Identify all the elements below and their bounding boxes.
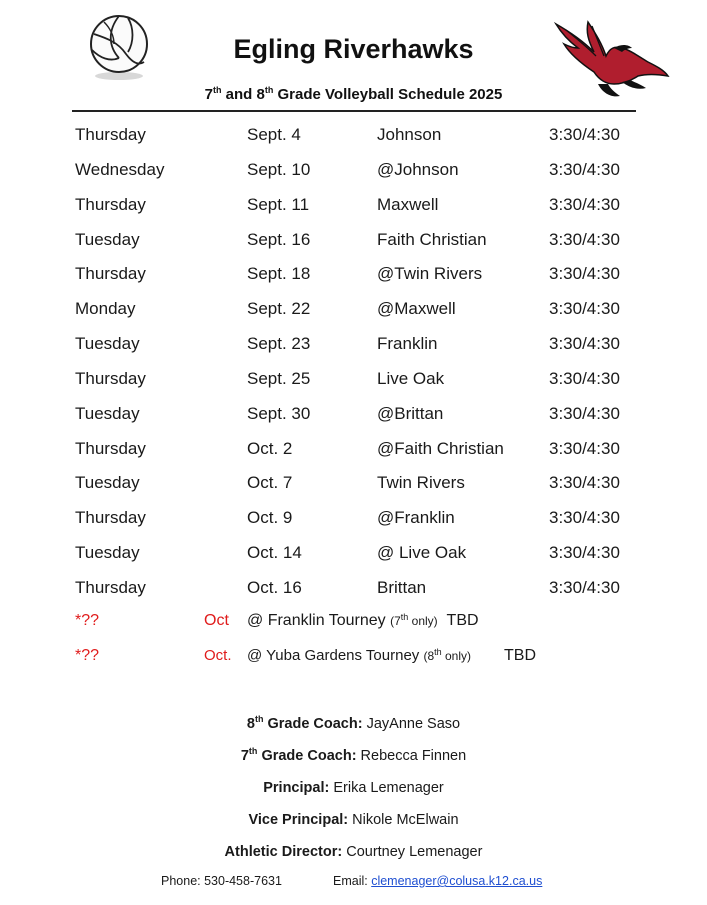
game-row (0, 325, 707, 360)
game-time: 3:30/4:30 (549, 403, 620, 423)
game-row (0, 255, 707, 290)
game-opponent: @Maxwell (377, 299, 456, 319)
game-date: Oct. 9 (247, 508, 293, 528)
game-row (0, 464, 707, 499)
game-row (0, 290, 707, 325)
game-time: 3:30/4:30 (549, 125, 620, 144)
game-time: 3:30/4:30 (549, 194, 620, 214)
schedule-subtitle: 7th and 8th Grade Volleyball Schedule 2025 (204, 85, 503, 103)
game-time: 3:30/4:30 (549, 159, 620, 179)
game-date: Sept. 25 (247, 368, 311, 388)
game-row (0, 360, 707, 395)
game-row (0, 395, 707, 430)
game-opponent: Johnson (377, 125, 442, 144)
game-row (0, 186, 707, 221)
game-date: Sept. 18 (247, 264, 311, 284)
game-opponent: Franklin (377, 334, 438, 354)
game-day: Thursday (75, 438, 146, 458)
game-opponent: @Twin Rivers (377, 264, 483, 284)
game-opponent: @ Live Oak (377, 543, 467, 563)
game-time: 3:30/4:30 (549, 229, 620, 249)
game-date: Sept. 16 (247, 229, 311, 249)
game-time: 3:30/4:30 (549, 508, 620, 528)
header-divider (72, 110, 636, 112)
game-opponent: Live Oak (377, 368, 445, 388)
game-time: 3:30/4:30 (549, 264, 620, 284)
game-day: Thursday (75, 368, 146, 388)
game-opponent: Faith Christian (377, 229, 487, 249)
game-opponent: @Franklin (377, 508, 455, 528)
game-row (0, 534, 707, 569)
coach-7th-grade: 7th Grade Coach: Rebecca Finnen (240, 746, 467, 764)
game-row (0, 151, 707, 186)
game-date: Sept. 22 (247, 299, 311, 319)
game-time: 3:30/4:30 (549, 368, 620, 388)
tournament-day: *?? (75, 612, 100, 629)
game-day: Thursday (75, 194, 146, 214)
tournament-name: @ Yuba Gardens Tourney (8th only) (247, 647, 471, 664)
tournament-day: *?? (75, 647, 100, 664)
game-date: Oct. 16 (247, 577, 302, 597)
game-date: Sept. 10 (247, 159, 311, 179)
game-row (0, 569, 707, 604)
game-time: 3:30/4:30 (549, 473, 620, 493)
game-opponent: @Johnson (377, 159, 459, 179)
athletic-director: Athletic Director: Courtney Lemenager (224, 844, 483, 860)
email-link[interactable]: clemenager@colusa.k12.ca.us (371, 874, 543, 888)
game-day: Monday (75, 299, 136, 319)
game-opponent: Maxwell (377, 194, 439, 214)
game-row (0, 221, 707, 256)
game-time: 3:30/4:30 (549, 543, 620, 563)
game-opponent: Twin Rivers (377, 473, 465, 493)
game-day: Thursday (75, 577, 146, 597)
tournament-time: TBD (446, 612, 479, 629)
game-date: Oct. 7 (247, 473, 293, 493)
tournament-name: @ Franklin Tourney (7th only) TBD (247, 612, 479, 629)
game-date: Sept. 30 (247, 403, 311, 423)
coach-8th-grade: 8th Grade Coach: JayAnne Saso (246, 714, 461, 732)
game-row (0, 430, 707, 465)
game-opponent: Brittan (377, 577, 427, 597)
game-date: Oct. 14 (247, 543, 302, 563)
game-time: 3:30/4:30 (549, 334, 620, 354)
game-day: Thursday (75, 264, 146, 284)
game-day: Thursday (75, 125, 146, 144)
game-opponent: @Faith Christian (377, 438, 504, 458)
game-day: Thursday (75, 508, 146, 528)
game-time: 3:30/4:30 (549, 299, 620, 319)
game-row (0, 116, 707, 151)
game-day: Tuesday (75, 403, 140, 423)
tournament-time: TBD (504, 647, 536, 664)
game-date: Sept. 23 (247, 334, 311, 354)
game-row (0, 499, 707, 534)
game-date: Sept. 4 (247, 125, 301, 144)
game-opponent: @Brittan (377, 403, 444, 423)
game-date: Sept. 11 (247, 194, 310, 214)
game-day: Tuesday (75, 473, 140, 493)
email-line: Email: clemenager@colusa.k12.ca.us (333, 874, 543, 888)
game-day: Tuesday (75, 229, 140, 249)
game-day: Tuesday (75, 543, 140, 563)
game-time: 3:30/4:30 (549, 438, 620, 458)
principal: Principal: Erika Lemenager (263, 780, 444, 796)
game-time: 3:30/4:30 (549, 577, 620, 597)
page-title: Egling Riverhawks (233, 34, 474, 64)
game-day: Tuesday (75, 334, 140, 354)
phone-number: Phone: 530-458-7631 (161, 874, 282, 888)
tournament-month: Oct. (204, 647, 232, 664)
tournament-month: Oct (204, 612, 229, 629)
vice-principal: Vice Principal: Nikole McElwain (248, 812, 459, 828)
game-day: Wednesday (75, 159, 165, 179)
game-date: Oct. 2 (247, 438, 293, 458)
schedule-table (0, 116, 707, 604)
